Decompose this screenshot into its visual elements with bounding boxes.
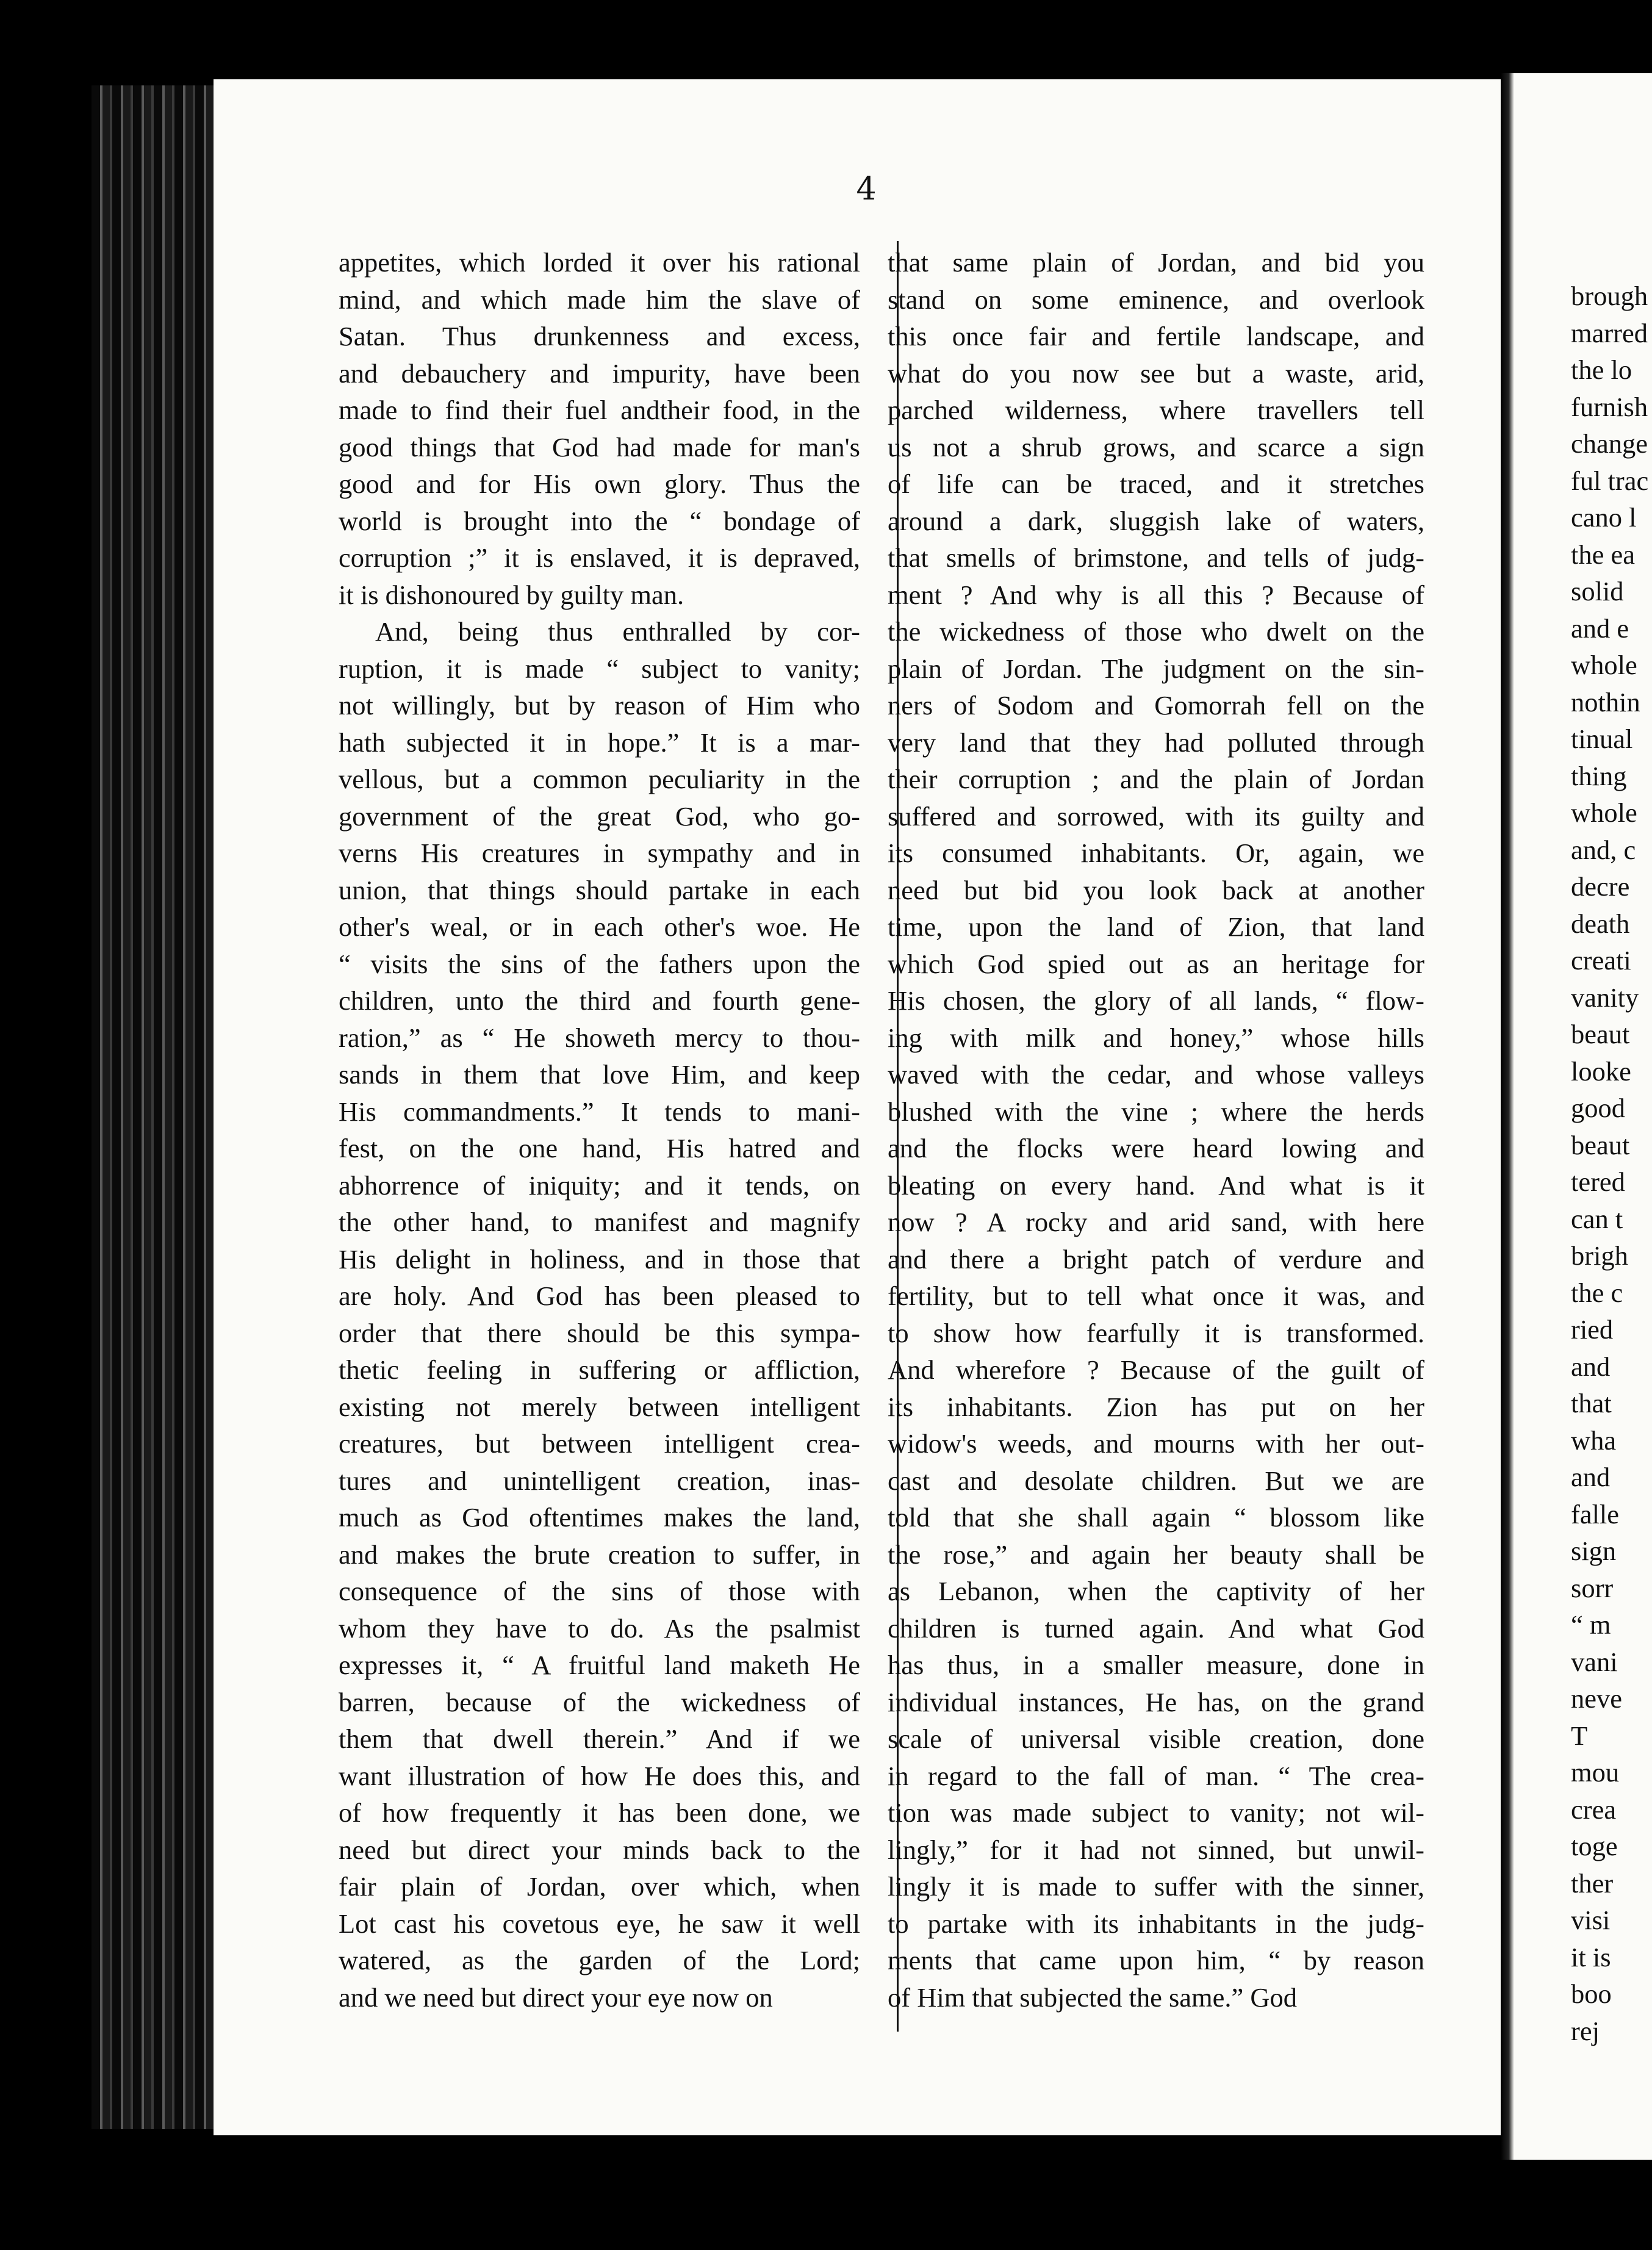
text-line: cast and desolate children. But we are	[888, 1465, 1424, 1496]
text-line: and we need but direct your eye now on	[339, 1982, 773, 2013]
text-line: ration,” as “ He showeth mercy to thou-	[339, 1022, 860, 1053]
text-line: and debauchery and impurity, have been	[339, 358, 860, 389]
text-line: now ? A rocky and arid sand, with here	[888, 1207, 1424, 1237]
text-line: ments that came upon him, “ by reason	[888, 1945, 1424, 1975]
text-line: made to find their fuel andtheir food, in the	[339, 395, 860, 425]
text-line: around a dark, sluggish lake of waters,	[888, 505, 1424, 536]
text-line-fragment: tered	[1571, 1166, 1625, 1197]
text-line: the other hand, to manifest and magnify	[339, 1207, 860, 1237]
text-line-fragment: that	[1571, 1388, 1612, 1418]
text-line: ing with milk and honey,” whose hills	[888, 1022, 1424, 1053]
text-line: time, upon the land of Zion, that land	[888, 911, 1424, 942]
text-line: the rose,” and again her beauty shall be	[888, 1539, 1424, 1570]
book-binding-edge	[92, 85, 214, 2129]
text-line-fragment: beaut	[1571, 1019, 1630, 1049]
text-line: And, being thus enthralled by cor-	[375, 616, 860, 647]
text-line: need but bid you look back at another	[888, 874, 1424, 905]
text-line: Lot cast his covetous eye, he saw it well	[339, 1908, 860, 1939]
text-line-fragment: and	[1571, 1351, 1611, 1382]
text-line: as Lebanon, when the captivity of her	[888, 1576, 1424, 1606]
text-line: their corruption ; and the plain of Jordan	[888, 764, 1424, 794]
text-line-fragment: vani	[1571, 1646, 1618, 1677]
text-line: much as God oftentimes makes the land,	[339, 1502, 860, 1533]
text-line-fragment: mou	[1571, 1757, 1620, 1788]
text-line-fragment: ther	[1571, 1867, 1614, 1899]
text-line: fest, on the one hand, His hatred and	[339, 1133, 860, 1163]
text-line: scale of universal visible creation, done	[888, 1723, 1424, 1754]
text-line-fragment: the lo	[1571, 354, 1632, 385]
text-line: which God spied out as an heritage for	[888, 948, 1424, 979]
text-line: need but direct your minds back to the	[339, 1834, 860, 1865]
text-line: other's weal, or in each other's woe. He	[339, 911, 860, 942]
text-line-fragment: furnish	[1571, 391, 1648, 422]
text-line: Satan. Thus drunkenness and excess,	[339, 321, 860, 351]
text-line-fragment: falle	[1571, 1498, 1620, 1529]
text-line: what do you now see but a waste, arid,	[888, 358, 1424, 389]
text-line: blushed with the vine ; where the herds	[888, 1096, 1424, 1127]
text-line: consequence of the sins of those with	[339, 1576, 860, 1606]
text-line: very land that they had polluted through	[888, 727, 1424, 758]
text-line: widow's weeds, and mourns with her out-	[888, 1428, 1424, 1459]
text-line: waved with the cedar, and whose valleys	[888, 1059, 1424, 1090]
text-line: appetites, which lorded it over his rational	[339, 247, 860, 278]
text-line: and there a bright patch of verdure and	[888, 1243, 1424, 1274]
text-line: lingly it is made to suffer with the sinner,	[888, 1871, 1424, 1902]
text-line-fragment: rej	[1571, 2015, 1600, 2046]
text-line-fragment: marred	[1571, 317, 1648, 348]
text-line: mind, and which made him the slave of	[339, 284, 860, 315]
text-line-fragment: crea	[1571, 1794, 1617, 1825]
text-line-fragment: and, c	[1571, 834, 1636, 865]
text-line-fragment: nothin	[1571, 686, 1640, 717]
adjacent-page-text-fragment	[1571, 278, 1652, 2049]
text-line: His commandments.” It tends to mani-	[339, 1096, 860, 1127]
text-line: are holy. And God has been pleased to	[339, 1281, 860, 1311]
text-line: ners of Sodom and Gomorrah fell on the	[888, 690, 1424, 721]
text-line: creatures, but between intelligent crea-	[339, 1428, 860, 1459]
text-line-fragment: wha	[1571, 1425, 1617, 1456]
text-line: tion was made subject to vanity; not wil-	[888, 1797, 1424, 1828]
text-line-fragment: and	[1571, 1462, 1611, 1492]
text-line-fragment: solid	[1571, 576, 1624, 606]
text-line-fragment: “ m	[1571, 1609, 1611, 1640]
text-line-fragment: whole	[1571, 797, 1637, 828]
text-line: good and for His own glory. Thus the	[339, 469, 860, 499]
text-line: stand on some eminence, and overlook	[888, 284, 1424, 315]
text-line: abhorrence of iniquity; and it tends, on	[339, 1170, 860, 1201]
text-line: suffered and sorrowed, with its guilty and	[888, 800, 1424, 832]
text-line: children, unto the third and fourth gene-	[339, 985, 860, 1016]
text-line-fragment: it is	[1571, 1941, 1611, 1972]
text-line-fragment: toge	[1571, 1831, 1618, 1861]
text-line-fragment: sign	[1571, 1536, 1617, 1566]
text-line: world is brought into the “ bondage of	[339, 505, 860, 536]
text-line: to show how fearfully it is transformed.	[888, 1317, 1424, 1348]
text-line: lingly,” for it had not sinned, but unwil-	[888, 1834, 1424, 1865]
text-line: parched wilderness, where travellers tell	[888, 395, 1424, 425]
text-line: vellous, but a common peculiarity in the	[339, 764, 860, 794]
text-line: not willingly, but by reason of Him who	[339, 690, 860, 721]
text-line-fragment: change	[1571, 428, 1648, 459]
text-line-fragment: neve	[1571, 1683, 1623, 1714]
page-number: 4	[856, 171, 877, 207]
text-line-fragment: tinual	[1571, 724, 1633, 754]
text-line: fertility, but to tell what once it was, and	[888, 1281, 1424, 1311]
text-line: of Him that subjected the same.” God	[888, 1982, 1298, 2013]
text-line: this once fair and fertile landscape, and	[888, 321, 1424, 351]
text-line-fragment: visi	[1571, 1905, 1611, 1935]
text-line-fragment: T	[1571, 1720, 1588, 1751]
text-line-fragment: sorr	[1571, 1572, 1614, 1603]
text-line: His chosen, the glory of all lands, “ flow-	[888, 985, 1424, 1016]
text-line: ment ? And why is all this ? Because of	[888, 579, 1424, 610]
text-line: hath subjected it in hope.” It is a mar-	[339, 727, 860, 758]
text-line: tures and unintelligent creation, inas-	[339, 1465, 860, 1496]
text-line-fragment: whole	[1571, 650, 1637, 680]
text-line: want illustration of how He does this, and	[339, 1760, 860, 1791]
text-line-fragment: death	[1571, 908, 1630, 939]
text-line: them that dwell therein.” And if we	[339, 1723, 860, 1754]
text-line-fragment: the c	[1571, 1277, 1623, 1308]
text-line: And wherefore ? Because of the guilt of	[888, 1354, 1424, 1385]
text-line-fragment: vanity	[1571, 982, 1639, 1013]
text-line-fragment: ful trac	[1571, 465, 1649, 496]
text-line-fragment: boo	[1571, 1979, 1612, 2009]
text-line: ruption, it is made “ subject to vanity;	[339, 653, 860, 684]
text-line: its consumed inhabitants. Or, again, we	[888, 838, 1424, 868]
text-line: and the flocks were heard lowing and	[888, 1133, 1424, 1163]
text-line: of how frequently it has been done, we	[339, 1797, 860, 1828]
text-line: expresses it, “ A fruitful land maketh He	[339, 1650, 860, 1680]
text-line-fragment: creati	[1571, 945, 1631, 976]
text-line-fragment: brough	[1571, 281, 1648, 311]
right-text-column	[888, 244, 1424, 2016]
text-line: children is turned again. And what God	[888, 1612, 1424, 1644]
text-line: its inhabitants. Zion has put on her	[888, 1391, 1424, 1422]
text-line-fragment: good	[1571, 1093, 1625, 1123]
text-line-fragment: ried	[1571, 1314, 1614, 1345]
text-line: corruption ;” it is enslaved, it is depraved,	[339, 542, 860, 573]
text-line-fragment: brigh	[1571, 1240, 1628, 1271]
text-line: watered, as the garden of the Lord;	[339, 1945, 860, 1975]
text-line: sands in them that love Him, and keep	[339, 1059, 860, 1090]
text-line: whom they have to do. As the psalmist	[339, 1612, 860, 1644]
text-line-fragment: beaut	[1571, 1129, 1630, 1160]
text-line: union, that things should partake in each	[339, 874, 860, 905]
text-line: order that there should be this sympa-	[339, 1317, 860, 1348]
text-line: in regard to the fall of man. “ The crea-	[888, 1760, 1424, 1791]
text-line: of life can be traced, and it stretches	[888, 469, 1424, 499]
text-line: it is dishonoured by guilty man.	[339, 579, 684, 610]
text-line: plain of Jordan. The judgment on the sin-	[888, 653, 1424, 684]
text-line-fragment: the ea	[1571, 539, 1635, 570]
text-line: to partake with its inhabitants in the judg-	[888, 1908, 1424, 1939]
text-line: His delight in holiness, and in those that	[339, 1243, 860, 1274]
text-line-fragment: looke	[1571, 1055, 1631, 1087]
text-line: verns His creatures in sympathy and in	[339, 838, 860, 868]
text-line-fragment: can t	[1571, 1203, 1623, 1234]
text-line: that same plain of Jordan, and bid you	[888, 247, 1424, 278]
text-line: us not a shrub grows, and scarce a sign	[888, 431, 1424, 462]
text-line-fragment: and e	[1571, 613, 1629, 644]
text-line: and makes the brute creation to suffer, in	[339, 1539, 860, 1570]
text-line: “ visits the sins of the fathers upon the	[339, 948, 860, 979]
text-line: individual instances, He has, on the grand	[888, 1686, 1424, 1717]
text-line: good things that God had made for man's	[339, 431, 860, 462]
text-line-fragment: decre	[1571, 871, 1630, 902]
text-line: thetic feeling in suffering or affliction,	[339, 1354, 860, 1385]
text-line-fragment: thing	[1571, 760, 1627, 791]
text-line: existing not merely between intelligent	[339, 1391, 860, 1422]
text-line: told that she shall again “ blossom like	[888, 1502, 1424, 1533]
text-line: that smells of brimstone, and tells of judg-	[888, 542, 1424, 573]
left-text-column	[339, 244, 860, 2016]
text-line: fair plain of Jordan, over which, when	[339, 1871, 860, 1902]
page-gutter	[1501, 73, 1514, 2160]
text-line-fragment: cano l	[1571, 502, 1637, 533]
text-line: government of the great God, who go-	[339, 800, 860, 832]
text-line: the wickedness of those who dwelt on the	[888, 616, 1424, 647]
text-line: barren, because of the wickedness of	[339, 1686, 860, 1717]
text-line: bleating on every hand. And what is it	[888, 1170, 1424, 1201]
text-line: has thus, in a smaller measure, done in	[888, 1650, 1424, 1680]
